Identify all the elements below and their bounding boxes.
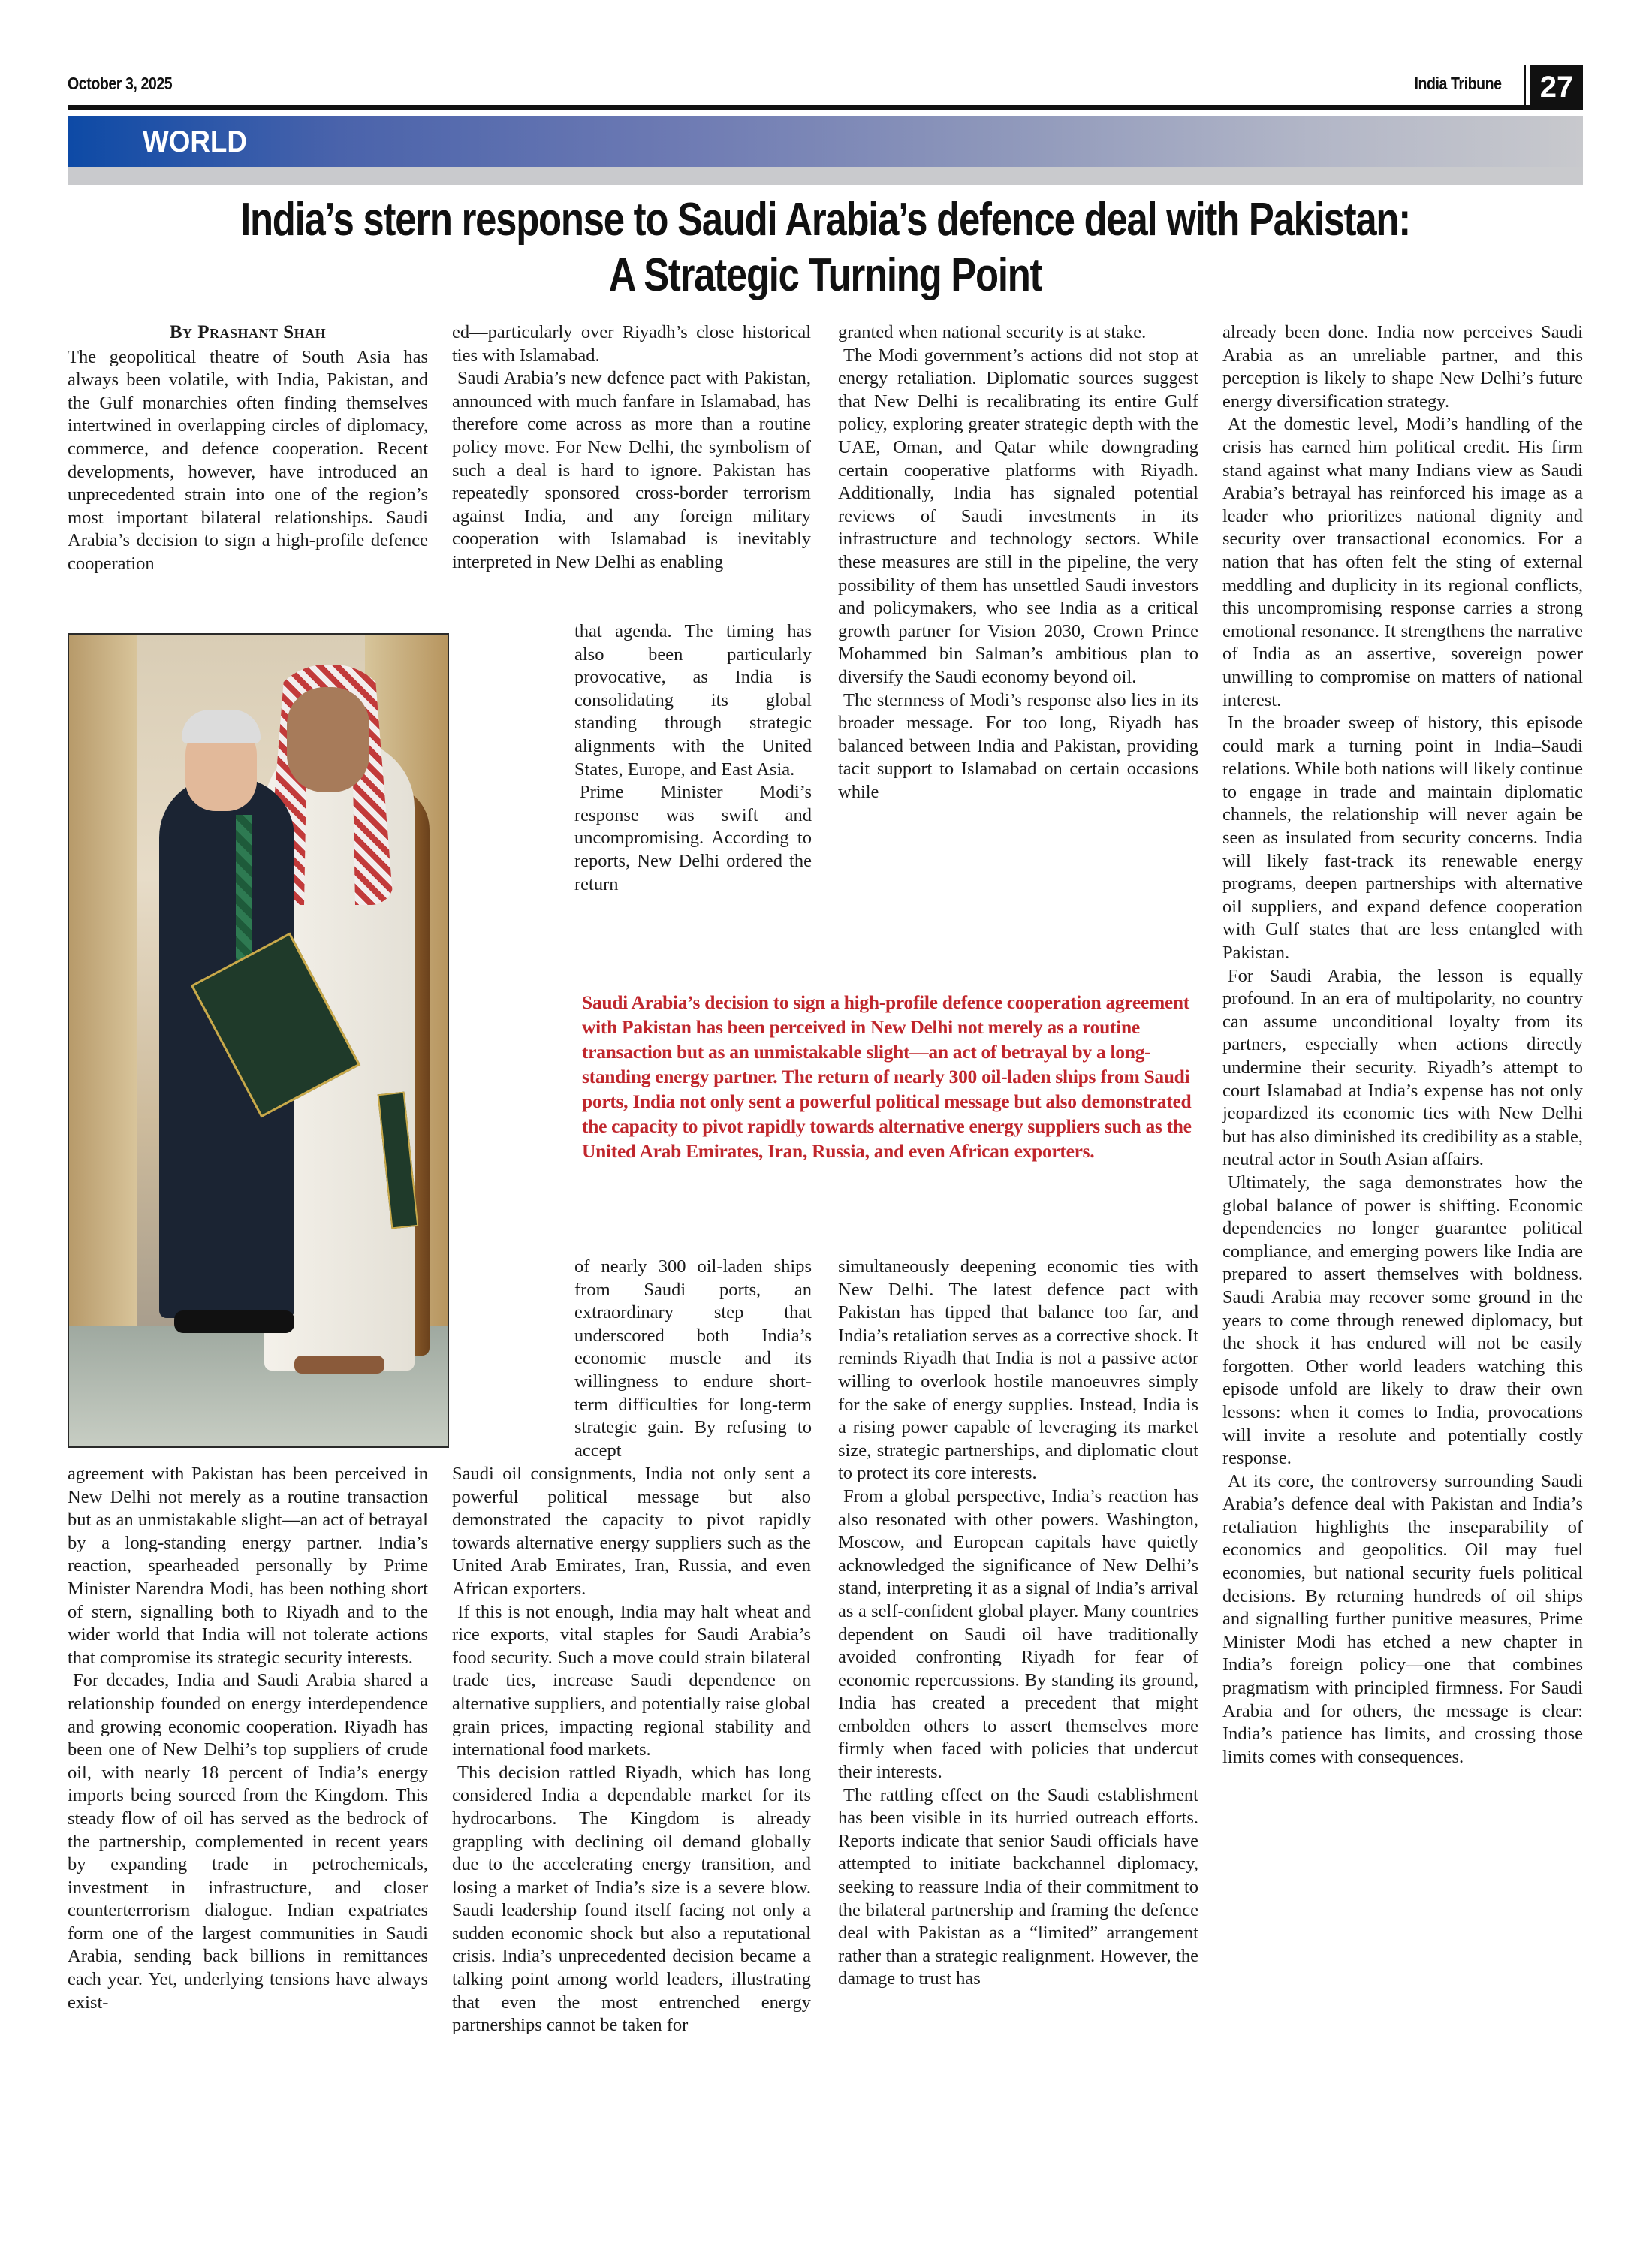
headline-line-2: A Strategic Turning Point [608, 249, 1042, 301]
column-4 [1222, 321, 1583, 1769]
paragraph: granted when national security is at stake. [838, 322, 1147, 342]
column-1-top [68, 321, 428, 576]
section-banner [68, 116, 1583, 185]
paragraph: The sternness of Modi’s response also lies in its broader message. For too long, Riyadh has balanced between India and Pakistan, providing tacit support to Islamabad on certain occasions while [838, 689, 1198, 802]
paragraph: The Modi government’s actions did not stop at energy retaliation. Diplomatic sources suggest that New Delhi is recalibrating its entire Gulf policy, exploring greater strategic depth with the UAE, Oman, and Qatar while downgrading certain cooperative platforms with Riyadh. Additionally, India has signaled potential reviews of Saudi investments in its infrastructure and technology sectors. While these measures are still in the pipeline, the very possibility of them has unsettled Saudi investors and policymakers, who see India as a critical growth partner for Vision 2030, Crown Prince Mohammed bin Salman’s ambitious plan to diversify the Saudi economy beyond oil. [838, 345, 1198, 687]
paragraph: In the broader sweep of history, this episode could mark a turning point in India–Saudi relations. While both nations will likely continue to engage in trade and maintain diplomatic channels, the relationship will never again be seen as insulated from security concerns. India will likely fast-track its renewable energy programs, deepen partnerships with alternative oil suppliers, and expand defence cooperation with Gulf states that are less entangled with Pakistan. [1222, 713, 1583, 964]
paragraph: simultaneously deepening economic ties with New Delhi. The latest defence pact with Pakistan has tipped that balance too far, and India’s retaliation serves as a corrective shock. It reminds Riyadh that India is not a passive actor willing to overlook hostile manoeuvres simply for the sake of energy supplies. Instead, India is a rising power capable of leveraging its market size, strategic partnerships, and diplomatic clout to protect its core interests. [838, 1256, 1198, 1484]
column-2-bottom [452, 1463, 811, 2037]
paragraph: If this is not enough, India may halt wheat and rice exports, vital staples for Saudi Arabia’s food security. Such a move could strain bilateral trade ties, increase Saudi dependence on alternative suppliers, and potentially raise global grain prices, impacting regional stability and international food markets. [452, 1601, 811, 1760]
paragraph: The rattling effect on the Saudi establishment has been visible in its hurried outreach efforts. Reports indicate that senior Saudi officials have attempted to initiate backchannel diplomacy, seeking to reassure India of their commitment to the bilateral partnership and framing the defence deal with Pakistan as a “limited” arrangement rather than a strategic realignment. However, the damage to trust has [838, 1784, 1198, 1989]
column-2-top [452, 321, 811, 575]
article-headline [68, 192, 1583, 303]
paragraph: This decision rattled Riyadh, which has long considered India a dependable market for its hydrocarbons. The Kingdom is already grappling with declining oil demand globally due to the accelerating energy transition, and losing a market of India’s size is a severe blow. Saudi leadership found itself facing not only a sudden economic shock but also a reputational crisis. India’s unprecedented decision became a talking point among world leaders, illustrating that even the most entrenched energy partnerships cannot be taken for [452, 1762, 811, 2036]
paragraph: Ultimately, the saga demonstrates how the global balance of power is shifting. Economic dependencies no longer guarantee political compliance, and emerging powers like India are prepared to assert themselves with boldness. Saudi Arabia may recover some ground in the years to come through renewed diplomacy, but the shock it has endured will not be easily forgotten. Other world leaders watching this episode unfold are likely to draw their own lessons: when it comes to India, provocations will invite a resolute and potentially costly response. [1222, 1172, 1583, 1469]
column-3-top [838, 321, 1198, 804]
article-photo [68, 633, 449, 1448]
header-rule [68, 105, 1583, 110]
publication-name: India Tribune [1414, 74, 1502, 93]
paragraph: agreement with Pakistan has been perceived in New Delhi not merely as a routine transaction but as an unmistakable slight—an act of betrayal by a long-standing energy partner. India’s reaction, spearheaded personally by Prime Minister Narendra Modi, has been nothing short of stern, signalling both to Riyadh and to the wider world that India will not tolerate actions that compromise its strategic security interests. [68, 1464, 428, 1668]
paragraph: Saudi Arabia’s new defence pact with Pakistan, announced with much fanfare in Islamabad, has therefore come across as more than a routine policy move. For New Delhi, the symbolism of such a deal is hard to ignore. Pakistan has repeatedly sponsored cross-border terrorism against India, and any foreign military cooperation with Islamabad is inevitably interpreted in New Delhi as enabling [452, 368, 811, 572]
headline-line-1: India’s stern response to Saudi Arabia’s defence deal with Pakistan: [240, 194, 1410, 246]
paragraph: that agenda. The timing has also been particularly provocative, as India is consolidating its global standing through strategic alignments with the United States, Europe, and East Asia. [574, 621, 812, 780]
paragraph: The geopolitical theatre of South Asia has always been volatile, with India, Pakistan, and the Gulf monarchies often finding themselves intertwined in overlapping circles of diplomacy, commerce, and defence cooperation. Recent developments, however, have introduced an unprecedented strain into one of the region’s most important bilateral relationships. Saudi Arabia’s decision to sign a high-profile defence cooperation [68, 346, 428, 574]
byline: By Prashant Shah [169, 322, 327, 342]
page-number: 27 [1526, 65, 1583, 110]
photo-figure-hair [182, 710, 261, 743]
column-1-bottom [68, 1463, 428, 2014]
paragraph: At the domestic level, Modi’s handling of the crisis has earned him political credit. His firm stand against what many Indians view as Saudi Arabia’s betrayal has reinforced his image as a leader who prioritizes national dignity and security over transactional economics. For a nation that has often felt the sting of external meddling and duplicity in its regional conflicts, this uncompromising response carries a strong emotional resonance. It strengthens the narrative of India as an assertive, sovereign power unwilling to compromise on matters of national interest. [1222, 414, 1583, 710]
paragraph: Saudi oil consignments, India not only sent a powerful political message but also demonstrated the capacity to pivot rapidly towards alternative energy suppliers such as the United Arab Emirates, Iran, Russia, and even African exporters. [452, 1464, 811, 1599]
column-3-bottom [838, 1256, 1198, 1991]
pull-quote: Saudi Arabia’s decision to sign a high-profile defence cooperation agreement with Pakistan has been perceived in New Delhi not merely as a routine transaction but as an unmistakable slight—an act of betrayal by a long-standing energy partner. The return of nearly 300 oil-laden ships from Saudi ports, India not only sent a powerful political message but also demonstrated the capacity to pivot rapidly towards alternative energy suppliers such as the United Arab Emirates, Iran, Russia, and even African exporters. [582, 991, 1192, 1162]
column-2-narrow-bottom [574, 1256, 812, 1462]
paragraph: ed—particularly over Riyadh’s close historical ties with Islamabad. [452, 322, 811, 366]
photo-figure-sandals [294, 1356, 384, 1374]
section-label: WORLD [143, 125, 247, 158]
paragraph: already been done. India now perceives Saudi Arabia as an unreliable partner, and this perception is likely to shape New Delhi’s future energy diversification strategy. [1222, 322, 1583, 412]
section-gradient [68, 116, 1583, 167]
photo-curtain-left [69, 635, 137, 1446]
paragraph: For decades, India and Saudi Arabia shared a relationship founded on energy interdependence and growing economic cooperation. Riyadh has been one of New Delhi’s top suppliers of crude oil, with nearly 18 percent of India’s energy imports being sourced from the Kingdom. This steady flow of oil has served as the bedrock of the partnership, complemented in recent years by expanding trade in petrochemicals, investment in infrastructure, and closer counterterrorism dialogue. Indian expatriates form one of the largest communities in Saudi Arabia, sending back billions in remittances each year. Yet, underlying tensions have always exist- [68, 1670, 428, 2013]
paragraph: From a global perspective, India’s reaction has also resonated with other powers. Washington, Moscow, and European capitals have quietly acknowledged the significance of New Delhi’s stand, interpreting it as a signal of India’s arrival as a self-confident global player. Many countries dependent on Saudi oil have traditionally avoided confronting Riyadh for fear of economic repercussions. By standing its ground, India has created a precedent that might embolden others to assert themselves more firmly when faced with policies that undercut their interests. [838, 1485, 1198, 1783]
column-2-narrow-top [574, 620, 812, 896]
photo-figure-head [287, 687, 369, 792]
paragraph: For Saudi Arabia, the lesson is equally profound. In an era of multipolarity, no country can assume unconditional loyalty from its partners, especially when actions directly undermine their security. Riyadh’s attempt to court Islamabad at India’s expense has not only jeopardized its economic ties with New Delhi but has also diminished its credibility as a stable, neutral actor in South Asian affairs. [1222, 965, 1583, 1170]
paragraph: At its core, the controversy surrounding Saudi Arabia’s defence deal with Pakistan and India’s retaliation highlights the inseparability of economics and geopolitics. Oil may fuel economies, but national security fuels political decisions. By returning hundreds of oil ships and signalling further punitive measures, Prime Minister Modi has etched a new chapter in India’s foreign policy—one that combines pragmatism with principled firmness. For Saudi Arabia and for others, the message is clear: India’s patience has limits, and crossing those limits comes with consequences. [1222, 1470, 1583, 1767]
issue-date: October 3, 2025 [68, 74, 173, 93]
paragraph: of nearly 300 oil-laden ships from Saudi ports, an extraordinary step that underscored both India’s economic muscle and its willingness to endure short-term difficulties for long-term strategic gain. By refusing to accept [574, 1256, 812, 1461]
paragraph: Prime Minister Modi’s response was swift and uncompromising. According to reports, New Delhi ordered the return [574, 782, 812, 894]
photo-figure-shoes [174, 1310, 294, 1333]
